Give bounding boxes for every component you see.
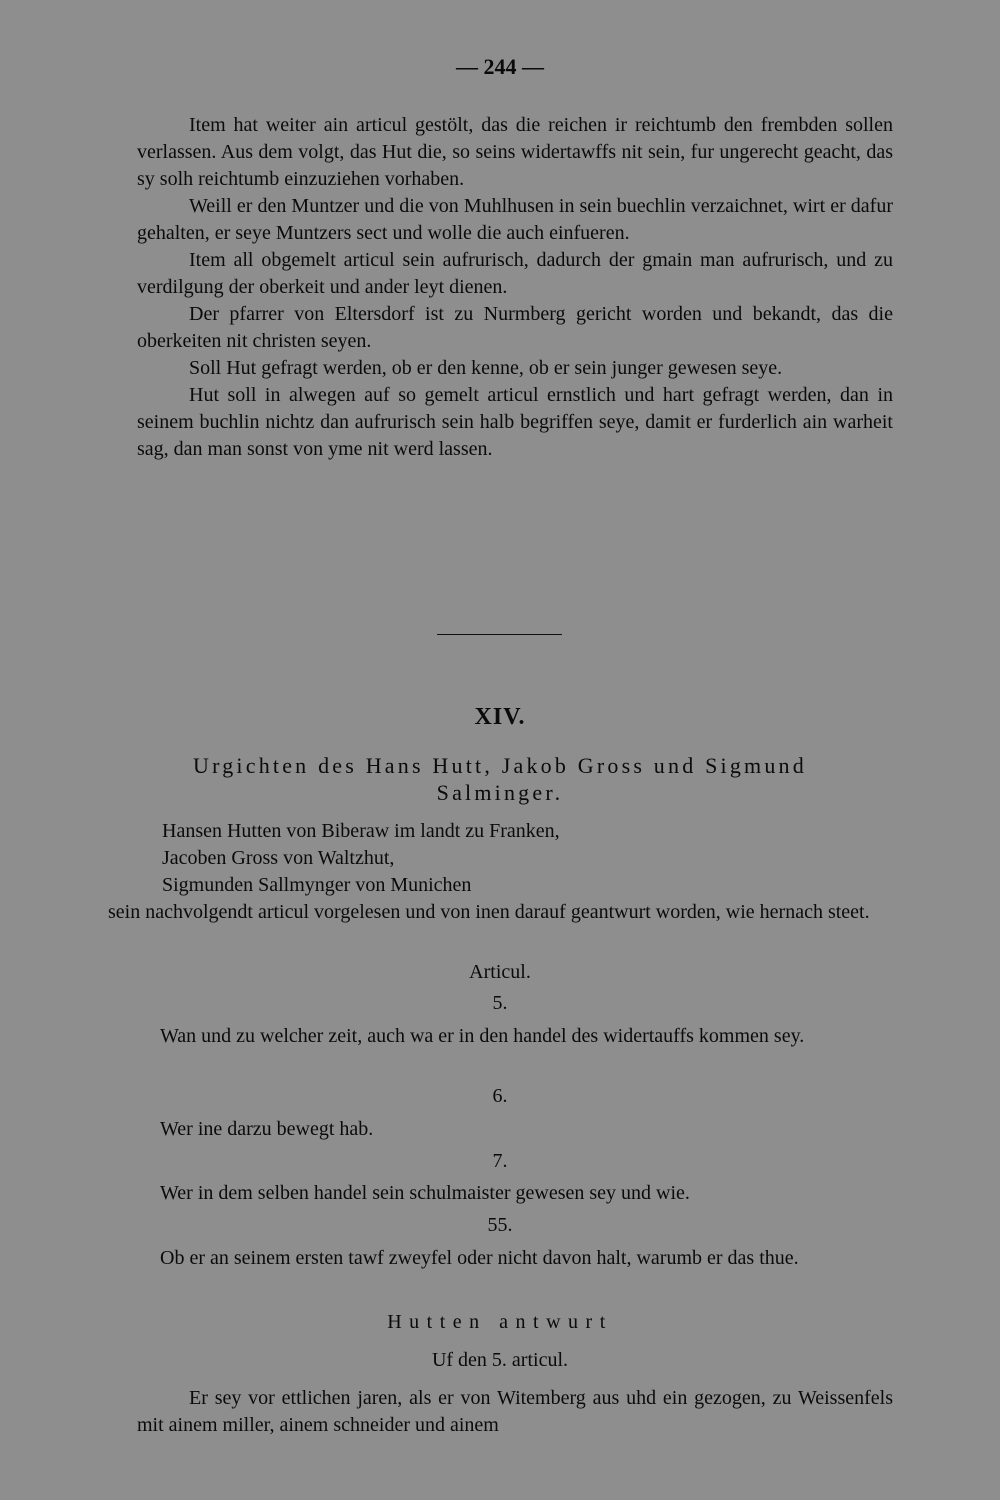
answer-paragraph: Er sey vor ettlichen jaren, als er von Witemberg aus uhd ein gezogen, zu Weissenfels mit ainem miller, ainem schneider und ainem: [137, 1387, 893, 1436]
answer-heading: Hutten antwurt: [387, 1311, 613, 1333]
answer-text: [137, 1385, 893, 1439]
section-numeral: XIV.: [474, 704, 526, 730]
name-line: Sigmunden Sallmynger von Munichen: [162, 874, 472, 896]
paragraph: Der pfarrer von Eltersdorf ist zu Nurmberg gericht worden und bekandt, das die oberkeiten nit christen seyen.: [137, 303, 893, 352]
name-line: Hansen Hutten von Biberaw im landt zu Franken,: [162, 820, 560, 842]
article-number: 55.: [487, 1214, 513, 1236]
article-number: 7.: [492, 1150, 508, 1172]
article-paragraph: Wer ine darzu bewegt hab.: [160, 1118, 374, 1140]
articul-label: Articul.: [469, 961, 531, 983]
section-heading-line: Salminger.: [436, 780, 564, 805]
names-list: [162, 818, 560, 899]
article-paragraph: Wer in dem selben handel sein schulmaister gewesen sey und wie.: [160, 1182, 690, 1204]
intro-text: [108, 899, 891, 926]
article-number: 5.: [492, 992, 508, 1014]
article-paragraph: Ob er an seinem ersten tawf zweyfel oder nicht davon halt, warumb er das thue.: [160, 1247, 799, 1269]
intro-paragraph: sein nachvolgendt articul vorgelesen und von inen darauf geantwurt worden, wie hernach steet.: [108, 901, 870, 923]
name-line: Jacoben Gross von Waltzhut,: [162, 847, 395, 869]
paragraph: Weill er den Muntzer und die von Muhlhusen in sein buechlin verzaichnet, wirt er dafur gehalten, er seye Muntzers sect und wolle die auch einfueren.: [137, 195, 893, 244]
article-number: 6.: [492, 1085, 508, 1107]
section-divider: [437, 634, 562, 635]
article-text: [108, 1116, 891, 1143]
article-paragraph: Wan und zu welcher zeit, auch wa er in den handel des widertauffs kommen sey.: [160, 1025, 805, 1047]
paragraph: Soll Hut gefragt werden, ob er den kenne, ob er sein junger gewesen seye.: [189, 357, 783, 379]
top-text-block: [137, 112, 893, 463]
article-text: [108, 1180, 891, 1207]
article-text: [108, 1245, 891, 1272]
section-heading: [140, 752, 860, 806]
paragraph: Item all obgemelt articul sein aufrurisch, dadurch der gmain man aufrurisch, und zu verdilgung der oberkeit und ander leyt dienen.: [137, 249, 893, 298]
section-heading-line: Urgichten des Hans Hutt, Jakob Gross und Sigmund: [193, 753, 807, 778]
article-text: [108, 1023, 891, 1050]
paragraph: Item hat weiter ain articul gestölt, das die reichen ir reichtumb den frembden sollen verlassen. Aus dem volgt, das Hut die, so seins widertawffs nit sein, fur ungerecht geacht, das sy solh reichtumb einzuziehen vorhaben.: [137, 114, 893, 190]
paragraph: Hut soll in alwegen auf so gemelt articul ernstlich und hart gefragt werden, dan in seinem buchlin nichtz dan aufrurisch sein halb begriffen seye, damit er furderlich ain warheit sag, dan man sonst von yme nit werd lassen.: [137, 384, 893, 460]
page-number: — 244 —: [456, 54, 544, 79]
answer-subheading: Uf den 5. articul.: [431, 1349, 569, 1371]
